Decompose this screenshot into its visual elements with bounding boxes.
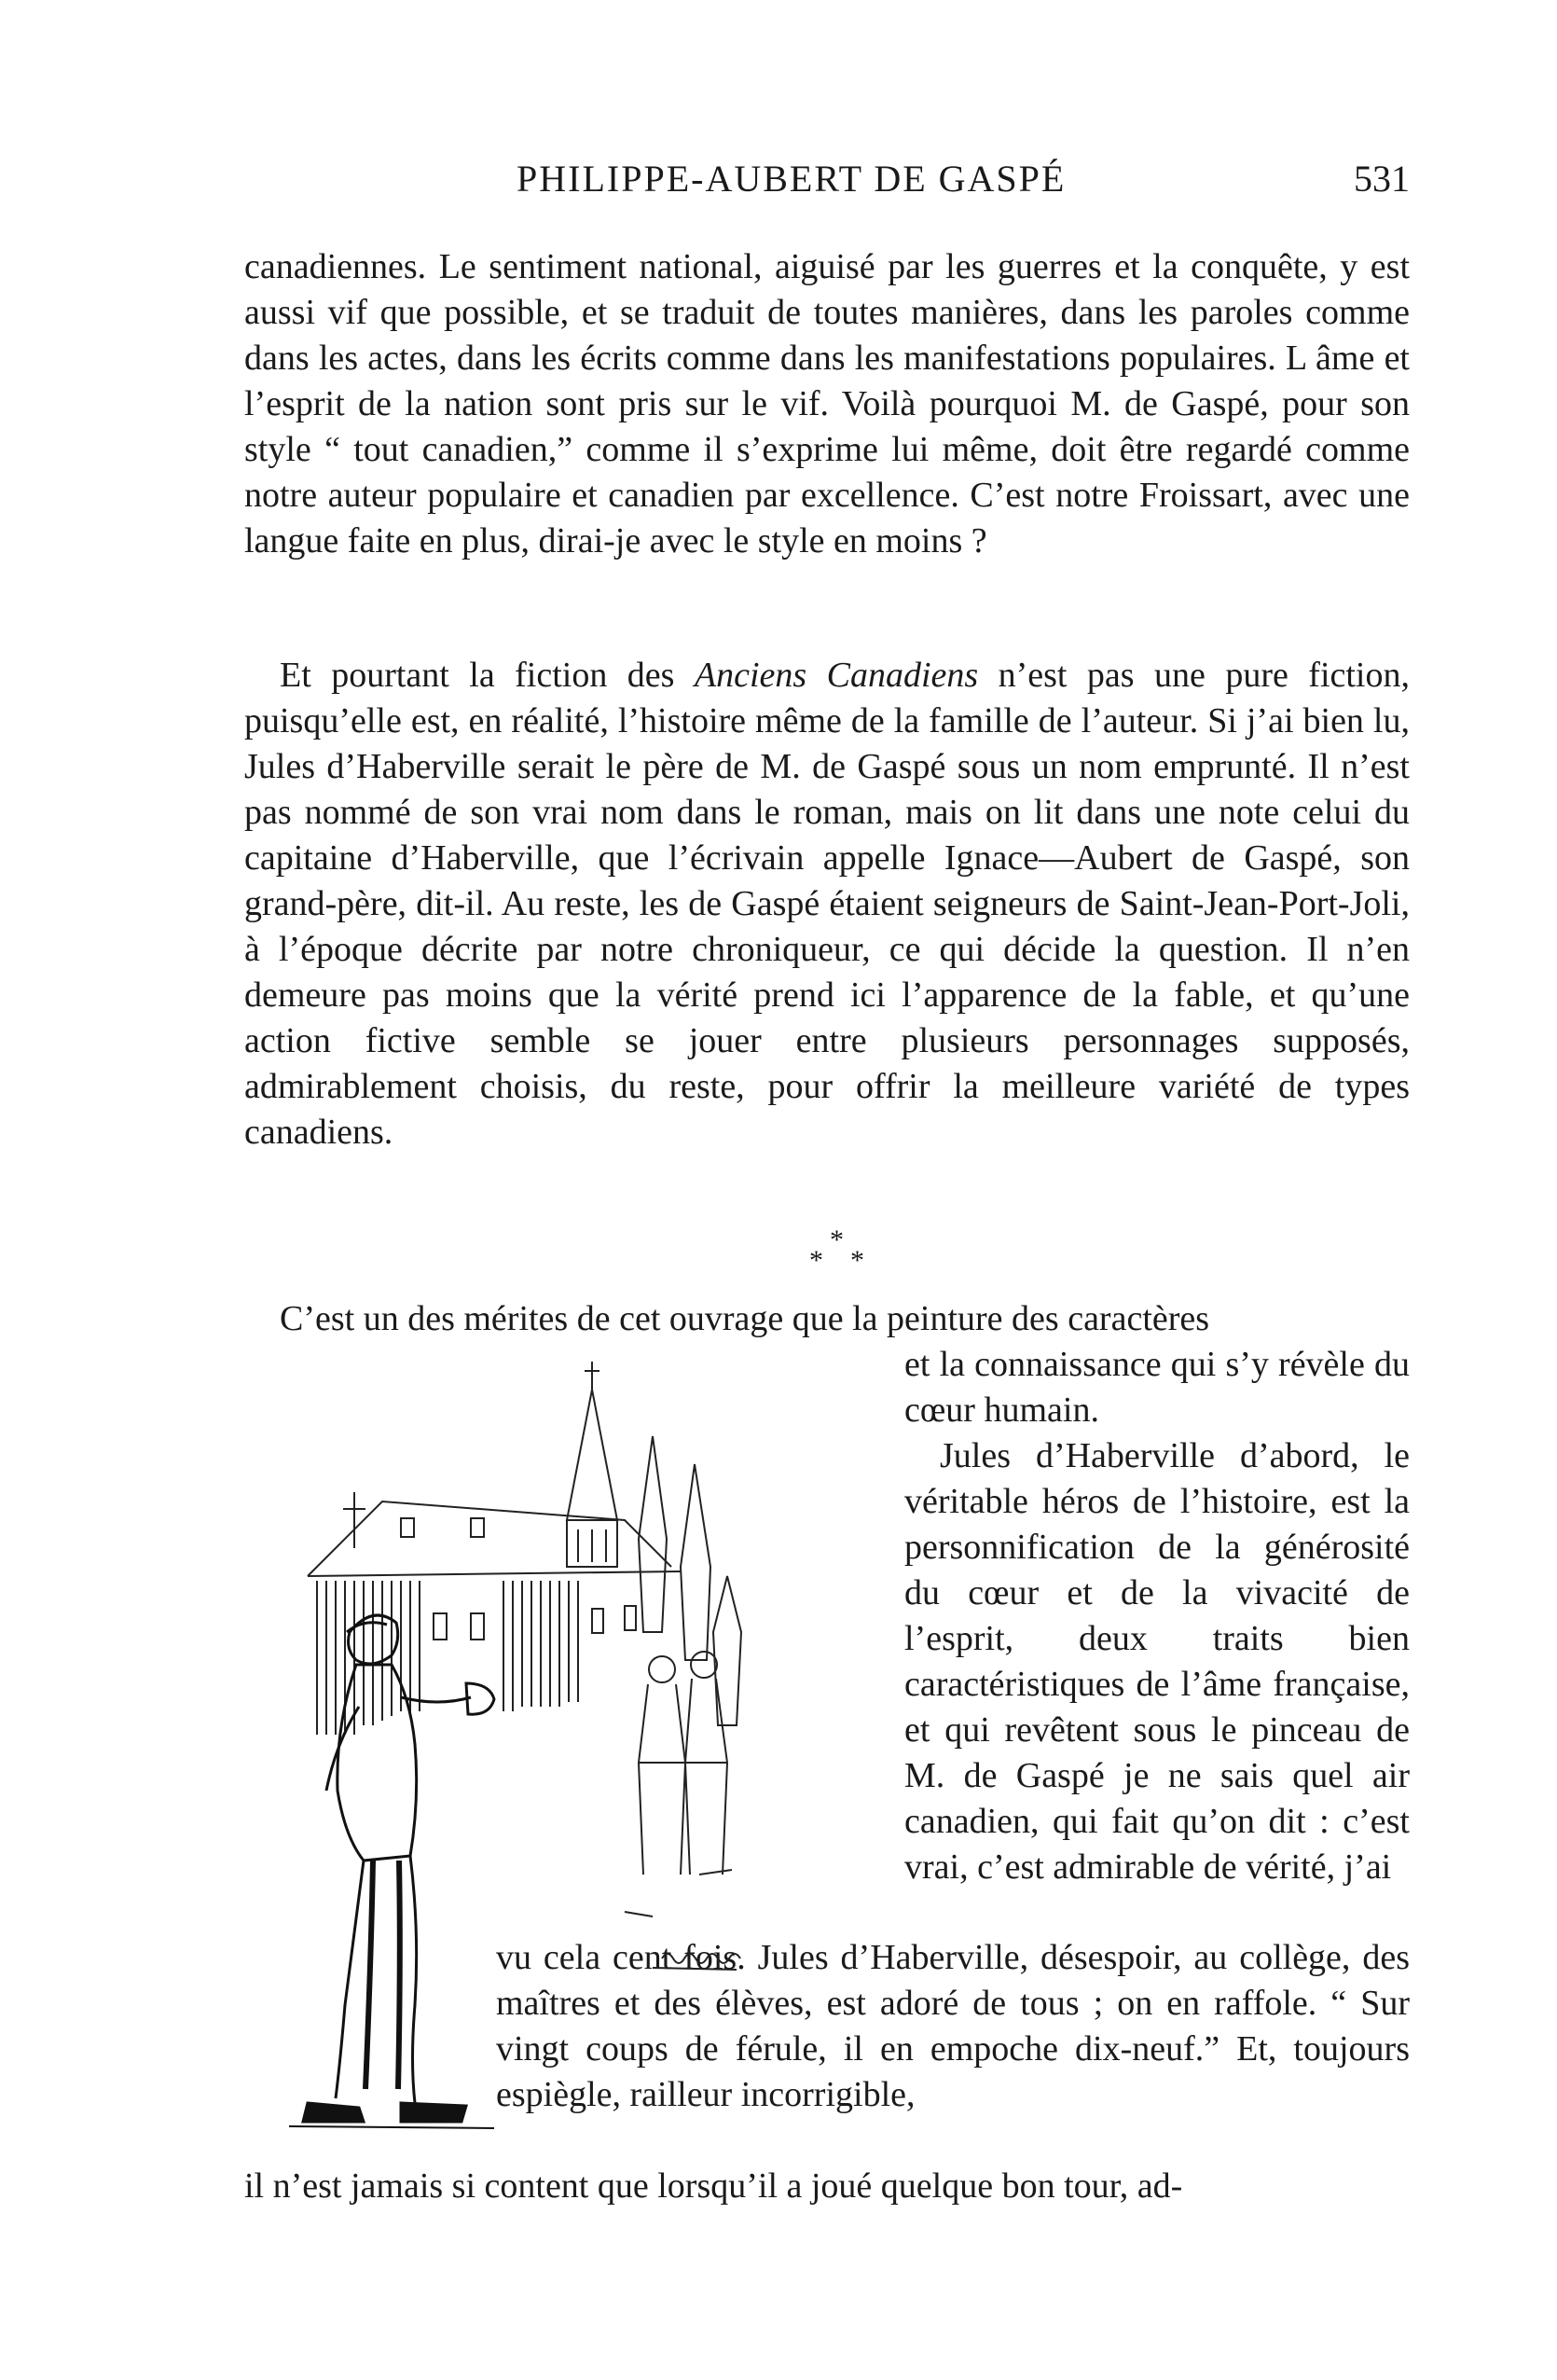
paragraph-3-rest: et la connaissance qui s’y révèle du cœur humain. [904,1345,1410,1430]
asterism-separator [802,1226,895,1292]
asterism-star: * [830,1225,844,1255]
engraving-illustration [270,1352,895,2154]
paragraph-1: canadiennes. Le sentiment national, aiguisé par les guerres et la conquête, y est aussi vif que possible, et se traduit de toutes manières, dans les paroles comme dans les actes, dans les écrits comme dans les manifestations populaires. L âme et l’esprit de la nation sont pris sur le vif. Voilà pourquoi M. de Gaspé, pour son style “ tout canadien,” comme il s’exprime lui même, doit être regardé comme notre auteur populaire et canadien par excellence. C’est notre Froissart, avec une langue faite en plus, dirai-je avec le style en moins ? [244,247,1410,560]
running-title: PHILIPPE-AUBERT DE GASPÉ [517,158,1067,200]
page-number: 531 [1354,158,1410,200]
artist-signature [653,1954,740,1970]
paragraph-2 [244,653,1410,1155]
paragraph-4-lower: vu cela cent fois. Jules d’Haberville, désespoir, au collège, des maîtres et des élèves, est adoré de tous ; on en raffole. “ Sur vingt coups de férule, il en empoche dix-neuf.” Et, toujours espiègle, railleur incorrigible, [496,1938,1410,2114]
paragraph-2-before: Et pourtant la fiction des [280,656,695,695]
paragraph-2-after: n’est pas une pure fiction, puisqu’elle est, en réalité, l’histoire même de la famille de l’auteur. Si j’ai bien lu, Jules d’Haberville serait le père de M. de Gaspé sous un nom emprunté. Il n’est pas nommé de son vrai nom dans le roman, mais on lit dans une note celui du capitaine d’Haberville, que l’écrivain appelle Ignace—Aubert de Gaspé, son grand-père, dit-il. Au reste, les de Gaspé étaient seigneurs de Saint-Jean-Port-Joli, à l’époque décrite par notre chroniqueur, ce qui décide la question. Il n’en demeure pas moins que la vérité prend ici l’apparence de la fable, et qu’une action fictive semble se jouer entre plusieurs personnages supposés, admirablement choisis, du reste, pour offrir la meilleure variété de types canadiens. [244,656,1410,1152]
paragraph-3-first-line: C’est un des mérites de cet ouvrage que la peinture des caractères [280,1299,1210,1338]
asterism-star: * [850,1245,864,1276]
wrapped-text-column [904,1342,1410,1890]
paragraph-4-last-line: il n’est jamais si content que lorsqu’il a joué quelque bon tour, ad- [244,2166,1183,2206]
asterism-star: * [809,1245,823,1276]
book-title-italic: Anciens Canadiens [694,656,979,695]
page-header [244,157,1410,213]
church-building-drawing [308,1362,741,1735]
paragraph-4-column: Jules d’Haberville d’abord, le véritable héros de l’histoire, est la personnification de la générosité du cœur et de la vivacité de l’esprit, deux traits bien caractéristiques de l’âme française, et qui revêtent sous le pinceau de M. de Gaspé je ne sais quel air canadien, qui fait qu’on dit : c’est vrai, c’est admirable de vérité, j’ai [904,1436,1410,1887]
